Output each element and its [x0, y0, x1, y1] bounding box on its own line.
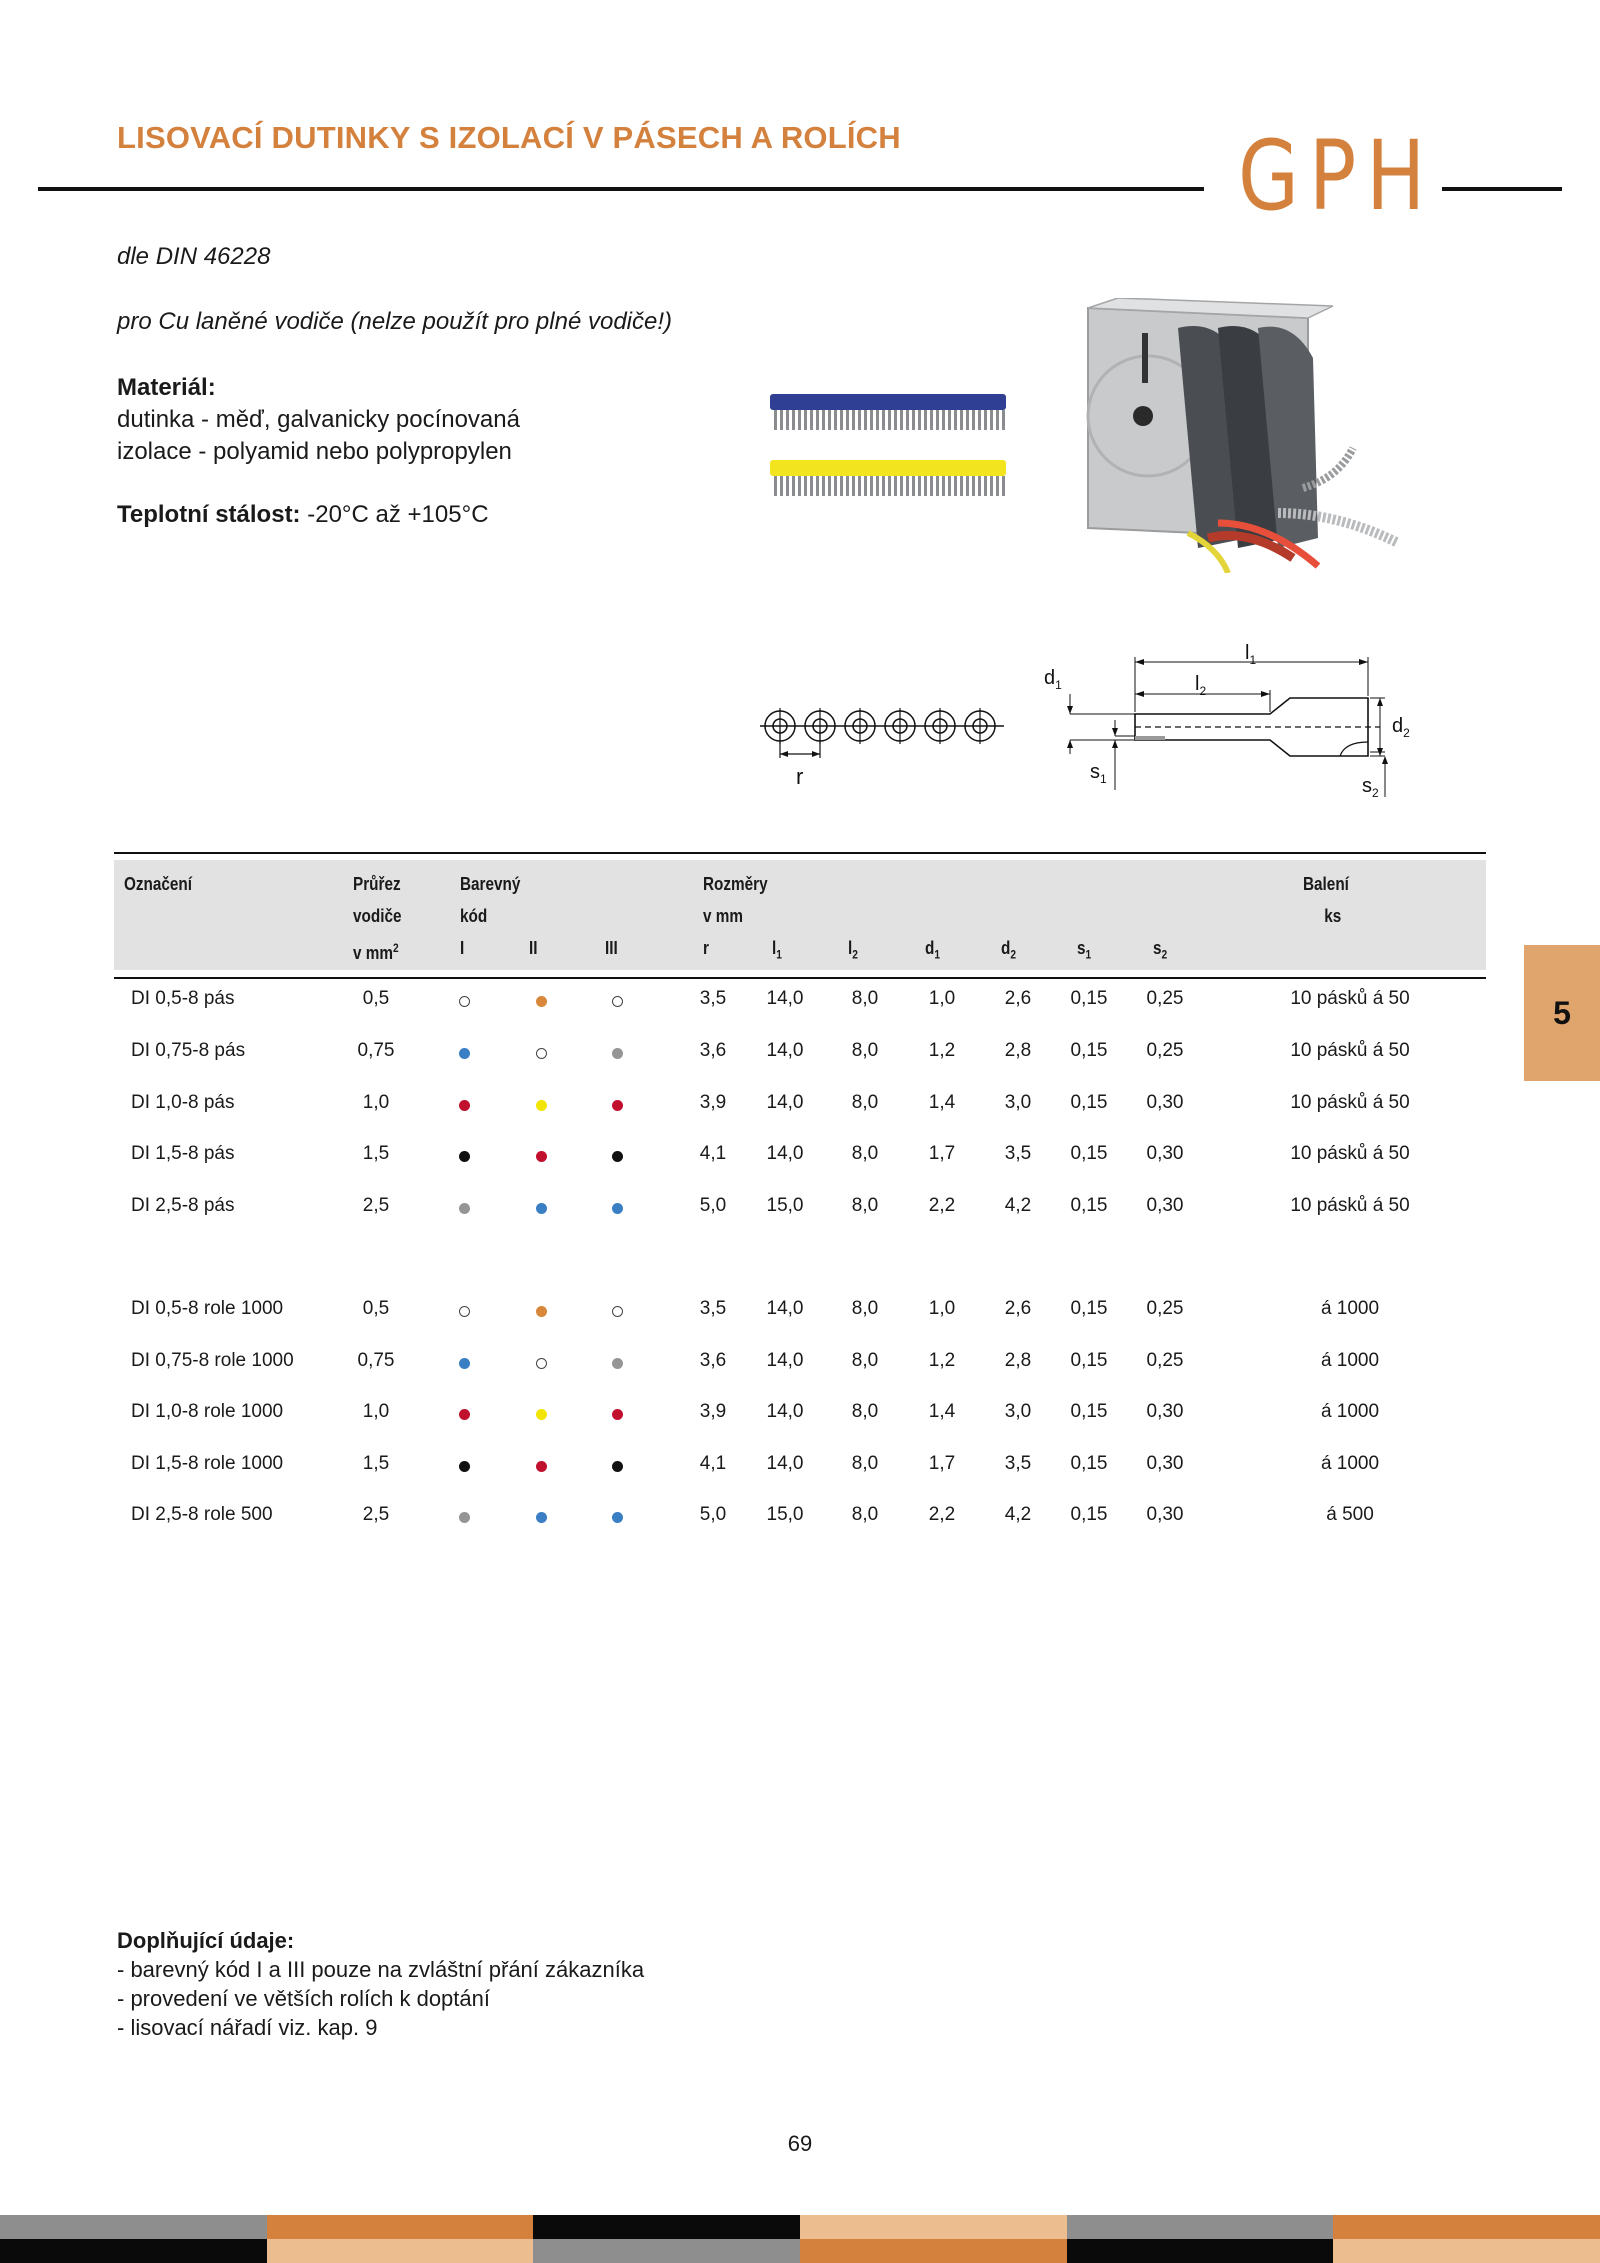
row-s1-value: 0,15 [1070, 1143, 1108, 1164]
row-d1-value: 1,0 [928, 1298, 956, 1319]
row-l1-value: 14,0 [766, 1401, 804, 1422]
color-code-dot-white [612, 1306, 623, 1317]
yellow-strip [770, 460, 1006, 496]
row-d1-value: 1,0 [928, 988, 956, 1009]
color-code-dot-red [536, 1461, 547, 1472]
color-code-dot-red [459, 1409, 470, 1420]
table-header-rule [114, 977, 1486, 979]
row-d1-value: 1,7 [928, 1143, 956, 1164]
ferrule-strips-image [768, 388, 1008, 503]
notes-item-3: - lisovací nářadí viz. kap. 9 [117, 2015, 378, 2040]
color-code-dot-blue [536, 1512, 547, 1523]
row-r-value: 3,5 [699, 988, 727, 1009]
row-cross-value: 1,5 [362, 1143, 390, 1164]
footer-stripe [1067, 2239, 1335, 2263]
row-designation: DI 0,75-8 pás [131, 1040, 246, 1061]
color-code-dot-blue [536, 1203, 547, 1214]
material-line-2: izolace - polyamid nebo polypropylen [117, 438, 512, 465]
color-code-dot-red [612, 1100, 623, 1111]
row-packaging: á 1000 [1320, 1298, 1380, 1319]
header-rule-right [1442, 187, 1562, 191]
label-d1: $d_1$ [1044, 667, 1062, 692]
row-s1-value: 0,15 [1070, 1401, 1108, 1422]
row-r-value: 3,9 [699, 1401, 727, 1422]
row-cross-value: 1,0 [362, 1092, 390, 1113]
color-code-dot-white [536, 1358, 547, 1369]
row-d2-value: 3,0 [1004, 1092, 1032, 1113]
notes-item-1: - barevný kód I a III pouze na zvláštní přání zákazníka [117, 1957, 645, 1982]
row-r-value: 5,0 [699, 1504, 727, 1525]
row-d1-value: 1,4 [928, 1401, 956, 1422]
ferrule-reel-box-image [1078, 298, 1403, 573]
temperature-label: Teplotní stálost: [117, 501, 301, 528]
label-s1: $s_1$ [1090, 761, 1107, 786]
footer-stripe [267, 2239, 535, 2263]
material-block [117, 372, 520, 468]
row-r-value: 3,9 [699, 1092, 727, 1113]
row-l1-value: 14,0 [766, 1040, 804, 1061]
row-cross-value: 1,5 [362, 1453, 390, 1474]
footer-stripe [533, 2239, 801, 2263]
footer-stripe [267, 2215, 535, 2239]
color-code-dot-grey [459, 1203, 470, 1214]
table-header [114, 860, 1486, 970]
row-l2-value: 8,0 [851, 1453, 879, 1474]
row-s2-value: 0,30 [1146, 1143, 1184, 1164]
row-d2-value: 4,2 [1004, 1504, 1032, 1525]
notes-item-2: - provedení ve větších rolích k doptání [117, 1986, 490, 2011]
color-code-dot-blue [612, 1203, 623, 1214]
color-code-dot-black [612, 1151, 623, 1162]
notes-title: Doplňující údaje: [117, 1928, 295, 1953]
row-designation: DI 0,5-8 role 1000 [131, 1298, 284, 1319]
row-designation: DI 2,5-8 role 500 [131, 1504, 273, 1525]
footer-stripe [800, 2215, 1068, 2239]
row-s2-value: 0,30 [1146, 1453, 1184, 1474]
material-label: Materiál: [117, 374, 216, 401]
row-l1-value: 14,0 [766, 1453, 804, 1474]
color-code-dot-orange [536, 1306, 547, 1317]
color-code-dot-black [459, 1151, 470, 1162]
page-title: LISOVACÍ DUTINKY S IZOLACÍ V PÁSECH A ROLÍCH [117, 120, 901, 155]
row-d1-value: 1,2 [928, 1040, 956, 1061]
footer-stripe [533, 2215, 801, 2239]
row-r-value: 3,6 [699, 1350, 727, 1371]
row-d1-value: 1,7 [928, 1453, 956, 1474]
temperature-line [117, 499, 489, 531]
color-code-dot-grey [612, 1048, 623, 1059]
row-l1-value: 15,0 [766, 1504, 804, 1525]
row-l2-value: 8,0 [851, 1298, 879, 1319]
row-d2-value: 2,6 [1004, 988, 1032, 1009]
color-code-dot-red [536, 1151, 547, 1162]
ferrule-dimension-drawing [1040, 642, 1420, 802]
row-designation: DI 1,5-8 role 1000 [131, 1453, 284, 1474]
row-d2-value: 2,8 [1004, 1350, 1032, 1371]
label-r: r [796, 764, 804, 789]
row-cross-value: 0,5 [362, 1298, 390, 1319]
row-s1-value: 0,15 [1070, 988, 1108, 1009]
row-packaging: 10 pásků á 50 [1290, 1143, 1410, 1164]
row-s1-value: 0,15 [1070, 1350, 1108, 1371]
strip-pitch-drawing [756, 700, 1006, 795]
row-designation: DI 2,5-8 pás [131, 1195, 235, 1216]
row-packaging: 10 pásků á 50 [1290, 1195, 1410, 1216]
row-l1-value: 14,0 [766, 1298, 804, 1319]
col-color-III-header: III [605, 938, 618, 958]
color-code-dot-red [459, 1100, 470, 1111]
row-s1-value: 0,15 [1070, 1092, 1108, 1113]
row-packaging: á 1000 [1320, 1453, 1380, 1474]
col-l2-header: $l_2$ [848, 938, 858, 962]
row-s2-value: 0,25 [1146, 1350, 1184, 1371]
row-s1-value: 0,15 [1070, 1195, 1108, 1216]
row-l1-value: 15,0 [766, 1195, 804, 1216]
col-d2-header: $d_2$ [1001, 938, 1017, 962]
col-r-header: r [703, 938, 709, 958]
label-d2: $d_2$ [1392, 715, 1410, 740]
row-s1-value: 0,15 [1070, 1040, 1108, 1061]
row-r-value: 5,0 [699, 1195, 727, 1216]
row-l2-value: 8,0 [851, 1350, 879, 1371]
row-cross-value: 2,5 [362, 1504, 390, 1525]
row-l1-value: 14,0 [766, 1350, 804, 1371]
row-d2-value: 2,8 [1004, 1040, 1032, 1061]
footer-stripe [0, 2215, 268, 2239]
col-designation-header: Označení [124, 874, 193, 894]
row-l2-value: 8,0 [851, 988, 879, 1009]
row-designation: DI 1,0-8 role 1000 [131, 1401, 284, 1422]
row-s2-value: 0,30 [1146, 1401, 1184, 1422]
row-cross-value: 2,5 [362, 1195, 390, 1216]
row-d1-value: 2,2 [928, 1195, 956, 1216]
color-code-dot-white [612, 996, 623, 1007]
col-d1-header: $d_1$ [925, 938, 941, 962]
row-packaging: 10 pásků á 50 [1290, 1040, 1410, 1061]
row-packaging: 10 pásků á 50 [1290, 988, 1410, 1009]
color-code-dot-white [459, 996, 470, 1007]
color-code-dot-black [459, 1461, 470, 1472]
col-color-header: Barevný kód [460, 874, 521, 926]
page-number: 69 [787, 2131, 813, 2156]
footer-stripe [1067, 2215, 1335, 2239]
header-rule-left [38, 187, 1204, 191]
material-line-1: dutinka - měď, galvanicky pocínovaná [117, 406, 520, 433]
row-d2-value: 2,6 [1004, 1298, 1032, 1319]
row-designation: DI 0,75-8 role 1000 [131, 1350, 294, 1371]
row-packaging: 10 pásků á 50 [1290, 1092, 1410, 1113]
row-designation: DI 0,5-8 pás [131, 988, 235, 1009]
row-l2-value: 8,0 [851, 1092, 879, 1113]
row-packaging: á 500 [1326, 1504, 1374, 1525]
row-d2-value: 3,5 [1004, 1143, 1032, 1164]
row-cross-value: 0,75 [357, 1040, 395, 1061]
row-l2-value: 8,0 [851, 1143, 879, 1164]
col-color-I-header: I [460, 938, 465, 958]
color-code-dot-white [536, 1048, 547, 1059]
row-l2-value: 8,0 [851, 1040, 879, 1061]
row-s2-value: 0,30 [1146, 1195, 1184, 1216]
row-r-value: 4,1 [699, 1453, 727, 1474]
color-code-dot-blue [612, 1512, 623, 1523]
col-l1-header: $l_1$ [772, 938, 782, 962]
col-s2-header: $s_2$ [1153, 938, 1168, 962]
row-l2-value: 8,0 [851, 1195, 879, 1216]
chapter-tab [1524, 945, 1600, 1081]
usage-note: pro Cu laněné vodiče (nelze použít pro plné vodiče!) [117, 308, 672, 335]
footer-stripe [1333, 2215, 1600, 2239]
footer-stripe [800, 2239, 1068, 2263]
row-cross-value: 1,0 [362, 1401, 390, 1422]
row-d2-value: 3,5 [1004, 1453, 1032, 1474]
color-code-dot-orange [536, 996, 547, 1007]
footer-stripe [0, 2239, 268, 2263]
label-l2: $l_2$ [1195, 673, 1207, 698]
row-s1-value: 0,15 [1070, 1453, 1108, 1474]
color-code-dot-red [612, 1409, 623, 1420]
row-r-value: 4,1 [699, 1143, 727, 1164]
col-color-II-header: II [529, 938, 538, 958]
row-s2-value: 0,30 [1146, 1504, 1184, 1525]
chapter-number: 5 [1553, 994, 1571, 1031]
color-code-dot-black [612, 1461, 623, 1472]
row-d1-value: 1,2 [928, 1350, 956, 1371]
row-r-value: 3,5 [699, 1298, 727, 1319]
color-code-dot-white [459, 1306, 470, 1317]
standard-note: dle DIN 46228 [117, 243, 271, 270]
col-dims-header: Rozměry v mm [703, 874, 768, 926]
footer-stripe [1333, 2239, 1600, 2263]
row-designation: DI 1,0-8 pás [131, 1092, 235, 1113]
row-s2-value: 0,25 [1146, 988, 1184, 1009]
row-cross-value: 0,75 [357, 1350, 395, 1371]
row-packaging: á 1000 [1320, 1401, 1380, 1422]
label-l1: $l_1$ [1245, 642, 1257, 667]
col-pack-header: Balení ks [1303, 874, 1349, 926]
col-s1-header: $s_1$ [1077, 938, 1092, 962]
row-l2-value: 8,0 [851, 1504, 879, 1525]
color-code-dot-blue [459, 1358, 470, 1369]
row-l1-value: 14,0 [766, 988, 804, 1009]
row-d2-value: 4,2 [1004, 1195, 1032, 1216]
color-code-dot-yellow [536, 1100, 547, 1111]
row-s1-value: 0,15 [1070, 1504, 1108, 1525]
row-s1-value: 0,15 [1070, 1298, 1108, 1319]
row-cross-value: 0,5 [362, 988, 390, 1009]
row-s2-value: 0,25 [1146, 1040, 1184, 1061]
col-cross-header: Průřez vodiče v $mm^2$ [353, 874, 402, 963]
row-s2-value: 0,25 [1146, 1298, 1184, 1319]
additional-info [117, 1926, 644, 2042]
color-code-dot-blue [459, 1048, 470, 1059]
row-d1-value: 2,2 [928, 1504, 956, 1525]
row-d2-value: 3,0 [1004, 1401, 1032, 1422]
row-packaging: á 1000 [1320, 1350, 1380, 1371]
row-designation: DI 1,5-8 pás [131, 1143, 235, 1164]
row-r-value: 3,6 [699, 1040, 727, 1061]
temperature-value: -20°C až +105°C [300, 501, 489, 528]
row-l1-value: 14,0 [766, 1092, 804, 1113]
color-code-dot-grey [459, 1512, 470, 1523]
label-s2: $s_2$ [1362, 775, 1379, 800]
brand-logo: GPH [1238, 120, 1436, 232]
color-code-dot-yellow [536, 1409, 547, 1420]
blue-strip [770, 394, 1006, 430]
row-d1-value: 1,4 [928, 1092, 956, 1113]
color-code-dot-grey [612, 1358, 623, 1369]
table-top-rule [114, 852, 1486, 854]
row-l1-value: 14,0 [766, 1143, 804, 1164]
row-s2-value: 0,30 [1146, 1092, 1184, 1113]
row-l2-value: 8,0 [851, 1401, 879, 1422]
